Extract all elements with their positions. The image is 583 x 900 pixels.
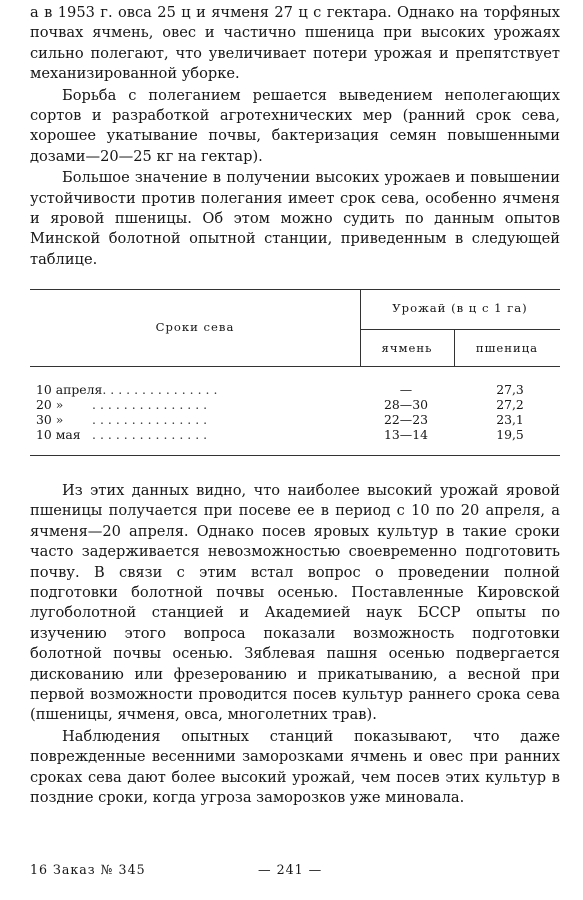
page-number: — 241 — [258, 862, 323, 877]
text-block-bottom [30, 481, 560, 809]
table-cell-wheat: 23,1 [496, 412, 524, 427]
table-row-label: 10 мая ............... [36, 427, 212, 442]
printer-signature: 16 Заказ № 345 [30, 862, 146, 877]
col-header-sowing-dates: Сроки сева [155, 320, 235, 334]
table-row-label: 30 » ............... [36, 412, 212, 427]
table-top-rule [30, 289, 560, 290]
table-cell-barley: 13—14 [384, 427, 428, 442]
table-cell-barley: 22—23 [384, 412, 428, 427]
text-block-top [30, 3, 560, 270]
paragraph-analysis: Из этих данных видно, что наиболее высокий урожай яровой пшеницы получается при посеве ее в период с 10 по 20 апреля, а ячменя—20 апреля. Однако посев яровых культур в такие сроки часто задерживается невозможностью своевременно подготовить почву. В связи с этим встал вопрос о проведении полной подготовки болотной почвы осенью. Поставленные Кировской лугоболотной станцией и Академией наук БССР опыты по изучению этого вопроса показали возможность подготовки болотной почвы осенью. Зяблевая пашня осенью подвергается дискованию или фрезерованию и прикатыванию, а весной при первой возможности проводится посев культур раннего срока сева (пшеницы, ячменя, овса, многолетних трав). [30, 482, 560, 724]
sowing-yield-table [30, 289, 560, 460]
table-cell-wheat: 19,5 [496, 427, 524, 442]
page-footer [30, 862, 560, 882]
col-header-wheat: пшеница [475, 341, 539, 355]
table-row-label: 10 апреля............... [36, 382, 222, 397]
table-cell-barley: — [399, 382, 413, 397]
table-subheader-rule [360, 329, 560, 330]
table-header-bottom-rule [30, 366, 560, 367]
paragraph-continuation: а в 1953 г. овса 25 ц и ячменя 27 ц с гектара. Однако на торфяных почвах ячмень, овес и частично пшеница при высоких урожаях сильно полегают, что увеличивает потери урожая и препятствует механизированной уборке. [30, 4, 560, 83]
table-cell-wheat: 27,3 [496, 382, 524, 397]
table-bottom-rule [30, 455, 560, 456]
col-header-barley: ячмень [381, 341, 433, 355]
table-cell-wheat: 27,2 [496, 397, 524, 412]
paragraph-observations: Наблюдения опытных станций показывают, что даже поврежденные весенними заморозками ячмень и овес при ранних сроках сева дают более высокий урожай, чем посев этих культур в поздние сроки, когда угроза заморозков уже миновала. [30, 727, 560, 807]
col-header-yield: Урожай (в ц с 1 га) [392, 301, 528, 315]
paragraph-sowing-intro: Большое значение в получении высоких урожаев и повышении устойчивости против полегания имеет срок сева, особенно ячменя и яровой пшеницы. Об этом можно судить по данным опытов Минской болотной опытной станции, приведенным в следующей таблице. [30, 169, 560, 268]
table-cell-barley: 28—30 [384, 397, 428, 412]
table-row-label: 20 » ............... [36, 397, 212, 412]
paragraph-lodging: Борьба с полеганием решается выведением неполегающих сортов и разработкой агротехнических мер (ранний срок сева, хорошее укатывание почвы, бактеризация семян повышенными дозами—20—25 кг на гектар). [30, 86, 560, 165]
